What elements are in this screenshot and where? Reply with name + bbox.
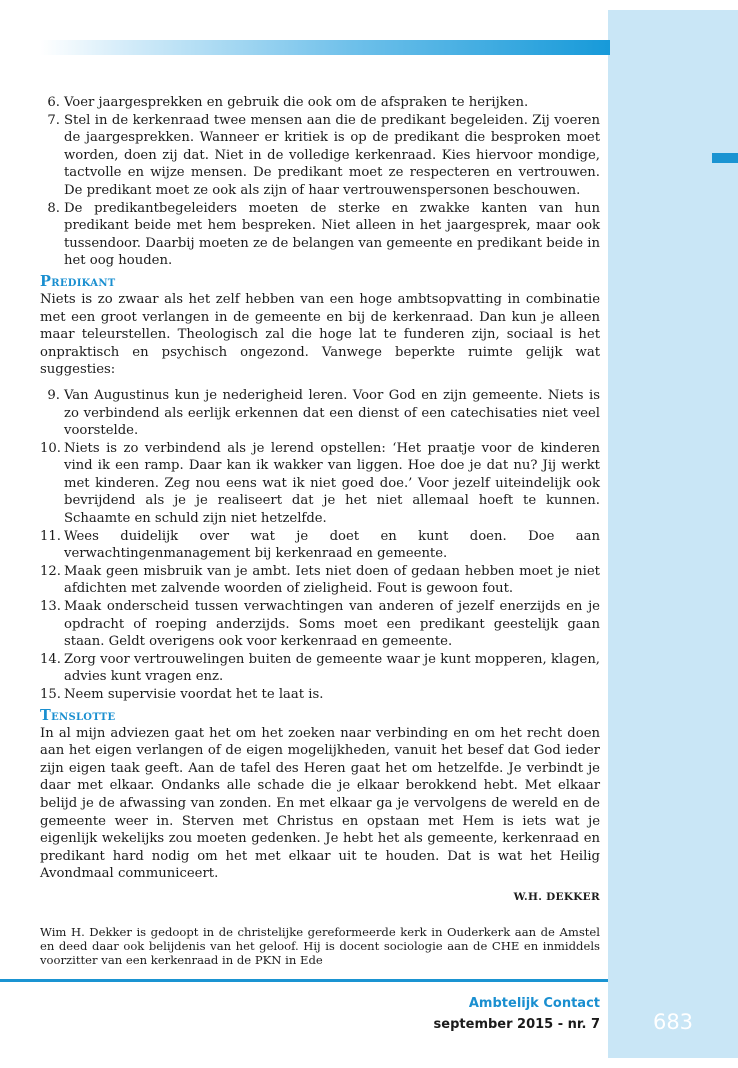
author-bio: Wim H. Dekker is gedoopt in de christelijke gereformeerde kerk in Ouderkerk aan de Amstel en deed daar ook belijdenis van het geloof. Hij is docent sociologie aan de CHE en inmiddels voorzitter van een kerkenraad in de PKN in Ede [40,924,600,967]
footer-rule [0,979,608,982]
article-body [40,94,600,967]
list-item: 14. Zorg voor vertrouwelingen buiten de gemeente waar je kunt mopperen, klagen, advies kunt vragen enz. [40,651,600,685]
section-heading-predikant: Predikant [40,272,116,290]
header-gradient-bar [40,40,610,55]
page-number: 683 [652,1010,694,1034]
list-item: 11. Wees duidelijk over wat je doet en kunt doen. Doe aan verwachtingenmanagement bij kerkenraad en gemeente. [40,528,600,562]
advice-list-b [40,387,600,704]
advice-list-a [40,94,600,270]
list-item: 12. Maak geen misbruik van je ambt. Iets niet doen of gedaan hebben moet je niet afdichten met zalvende woorden of zieligheid. Fout is gewoon fout. [40,563,600,597]
side-band [608,10,738,1058]
section-heading-tenslotte: Tenslotte [40,706,116,724]
list-item: 7. Stel in de kerkenraad twee mensen aan die de predikant begeleiden. Zij voeren de jaargesprekken. Wanneer er kritiek is op de predikant die besproken moet worden, doen zij dat. Niet in de volledige kerkenraad. Kies hiervoor mondige, tactvolle en wijze mensen. De predikant moet ze respecteren en vertrouwen. De predikant moet ze ook als zijn of haar vertrouwenspersonen beschouwen. [47,112,600,198]
list-item: 10. Niets is zo verbindend als je lerend opstellen: ‘Het praatje voor de kinderen vind ik een ramp. Daar kan ik wakker van liggen. Hoe doe je dat nu? Jij werkt met kinderen. Zeg nou eens wat ik niet goed doe.’ Voor jezelf uiteindelijk ook bevrijdend als je je realiseert dat je het niet allemaal hoeft te kunnen. Schaamte en schuld zijn niet hetzelfde. [40,440,600,527]
list-item: 6. Voer jaargesprekken en gebruik die ook om de afspraken te herijken. [47,95,529,110]
side-tab-marker [712,153,738,163]
list-item: 15. Neem supervisie voordat het te laat is. [40,687,324,702]
magazine-title: Ambtelijk Contact [468,996,600,1011]
list-item: 9. Van Augustinus kun je nederigheid leren. Voor God en zijn gemeente. Niets is zo verbindend als eerlijk erkennen dat een dienst of een catechisaties niet veel voorstelde. [47,387,600,439]
list-item: 13. Maak onderscheid tussen verwachtingen van anderen of jezelf enerzijds en je opdracht of roeping anderzijds. Soms moet een predikant geestelijk gaan staan. Geldt overigens ook voor kerkenraad en gemeente. [40,599,600,650]
paragraph-predikant: Niets is zo zwaar als het zelf hebben van een hoge ambtsopvatting in combinatie met een groot verlangen in de gemeente en bij de kerkenraad. Dan kun je alleen maar teleurstellen. Theologisch zal die hoge lat te funderen zijn, sociaal is het onpraktisch en psychisch ongezond. Vanwege beperkte ruimte gelijk wat suggesties: [40,291,600,378]
paragraph-tenslotte: In al mijn adviezen gaat het om het zoeken naar verbinding en om het recht doen aan het eigen verlangen of de eigen mogelijkheden, vanuit het besef dat God ieder zijn eigen taak geeft. Aan de tafel des Heren gaat het om hetzelfde. Je verbindt je daar met elkaar. Ondanks alle schade die je elkaar berokkend hebt. Met elkaar belijd je de afwassing van zonden. En met elkaar ga je vervolgens de wereld en de gemeente weer in. Sterven met Christus en opstaan met Hem is iets wat je eigenlijk wekelijks zou moeten gedenken. Je hebt het als gemeente, kerkenraad en predikant hard nodig om het met elkaar uit te houden. Dat is wat het Heilig Avondmaal communiceert. [40,725,600,882]
issue-label: september 2015 - nr. 7 [433,1017,600,1032]
list-item: 8. De predikantbegeleiders moeten de sterke en zwakke kanten van hun predikant beide met hem bespreken. Niet alleen in het jaargesprek, maar ook tussendoor. Daarbij moeten ze de belangen van gemeente en predikant beide in het oog houden. [47,200,600,269]
author-signature: W.H. DEKKER [513,890,600,903]
